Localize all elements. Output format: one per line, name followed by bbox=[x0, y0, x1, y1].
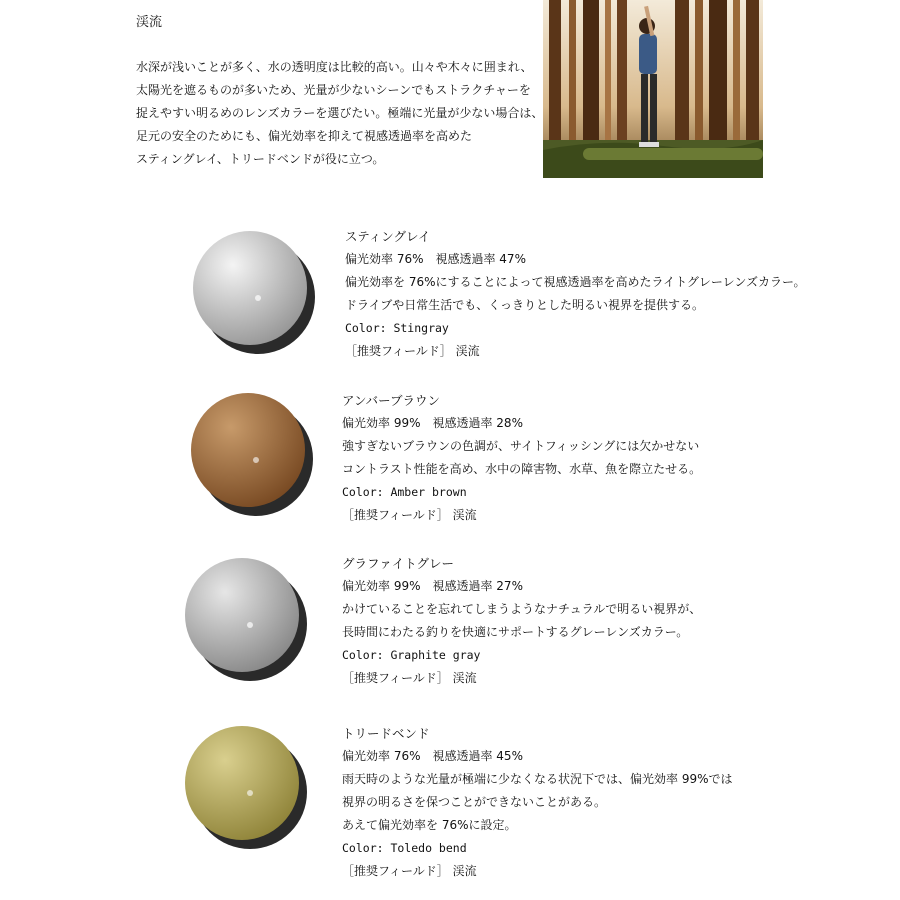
lens-recommended-field: ［推奨フィールド］ 渓流 bbox=[342, 864, 477, 878]
lens-name: グラファイトグレー bbox=[342, 556, 455, 571]
intro-line: 足元の安全のためにも、偏光効率を抑えて視感透過率を高めた bbox=[136, 129, 473, 143]
lens-description: 雨天時のような光量が極端に少なくなる状況下では、偏光効率 99%では bbox=[342, 772, 733, 786]
lens-specs: 偏光効率 99% 視感透過率 28% bbox=[342, 416, 523, 430]
intro-line: スティングレイ、トリードベンドが役に立つ。 bbox=[136, 152, 385, 166]
lens-specs: 偏光効率 76% 視感透過率 47% bbox=[345, 252, 526, 266]
lens-icon-toledo-bend bbox=[180, 723, 308, 851]
lens-description: かけていることを忘れてしまうようなナチュラルで明るい視界が、 bbox=[342, 602, 702, 616]
lens-description: 強すぎないブラウンの色調が、サイトフィッシングには欠かせない bbox=[342, 439, 700, 453]
lens-icon-stingray bbox=[188, 228, 316, 356]
lens-icon-graphite-gray bbox=[180, 555, 308, 683]
lens-description: コントラスト性能を高め、水中の障害物、水草、魚を際立たせる。 bbox=[342, 462, 702, 476]
intro-line: 水深が浅いことが多く、水の透明度は比較的高い。山々や木々に囲まれ、 bbox=[136, 60, 533, 74]
lens-color-label: Color: Toledo bend bbox=[342, 841, 467, 855]
intro-text bbox=[136, 56, 543, 171]
lens-description: ドライブや日常生活でも、くっきりとした明るい視界を提供する。 bbox=[345, 298, 705, 312]
lens-recommended-field: ［推奨フィールド］ 渓流 bbox=[342, 671, 477, 685]
lens-color-label: Color: Amber brown bbox=[342, 485, 467, 499]
lens-specs: 偏光効率 76% 視感透過率 45% bbox=[342, 749, 523, 763]
lens-specs: 偏光効率 99% 視感透過率 27% bbox=[342, 579, 523, 593]
lens-name: トリードベンド bbox=[342, 726, 430, 741]
lens-color-label: Color: Graphite gray bbox=[342, 648, 481, 662]
lens-description: 偏光効率を 76%にすることによって視感透過率を高めたライトグレーレンズカラー。 bbox=[345, 275, 806, 289]
forest-angler-photo bbox=[543, 0, 763, 178]
lens-recommended-field: ［推奨フィールド］ 渓流 bbox=[345, 344, 480, 358]
lens-recommended-field: ［推奨フィールド］ 渓流 bbox=[342, 508, 477, 522]
lens-description: 長時間にわたる釣りを快適にサポートするグレーレンズカラー。 bbox=[342, 625, 689, 639]
intro-title: 渓流 bbox=[136, 15, 163, 30]
lens-description: 視界の明るさを保つことができないことがある。 bbox=[342, 795, 607, 809]
lens-name: スティングレイ bbox=[345, 229, 431, 244]
lens-icon-amber-brown bbox=[186, 390, 314, 518]
intro-line: 太陽光を遮るものが多いため、光量が少ないシーンでもストラクチャーを bbox=[136, 83, 531, 97]
lens-description: あえて偏光効率を 76%に設定。 bbox=[342, 818, 517, 832]
lens-name: アンバーブラウン bbox=[342, 393, 441, 408]
lens-color-label: Color: Stingray bbox=[345, 321, 449, 335]
intro-line: 捉えやすい明るめのレンズカラーを選びたい。極端に光量が少ない場合は、 bbox=[136, 106, 544, 120]
